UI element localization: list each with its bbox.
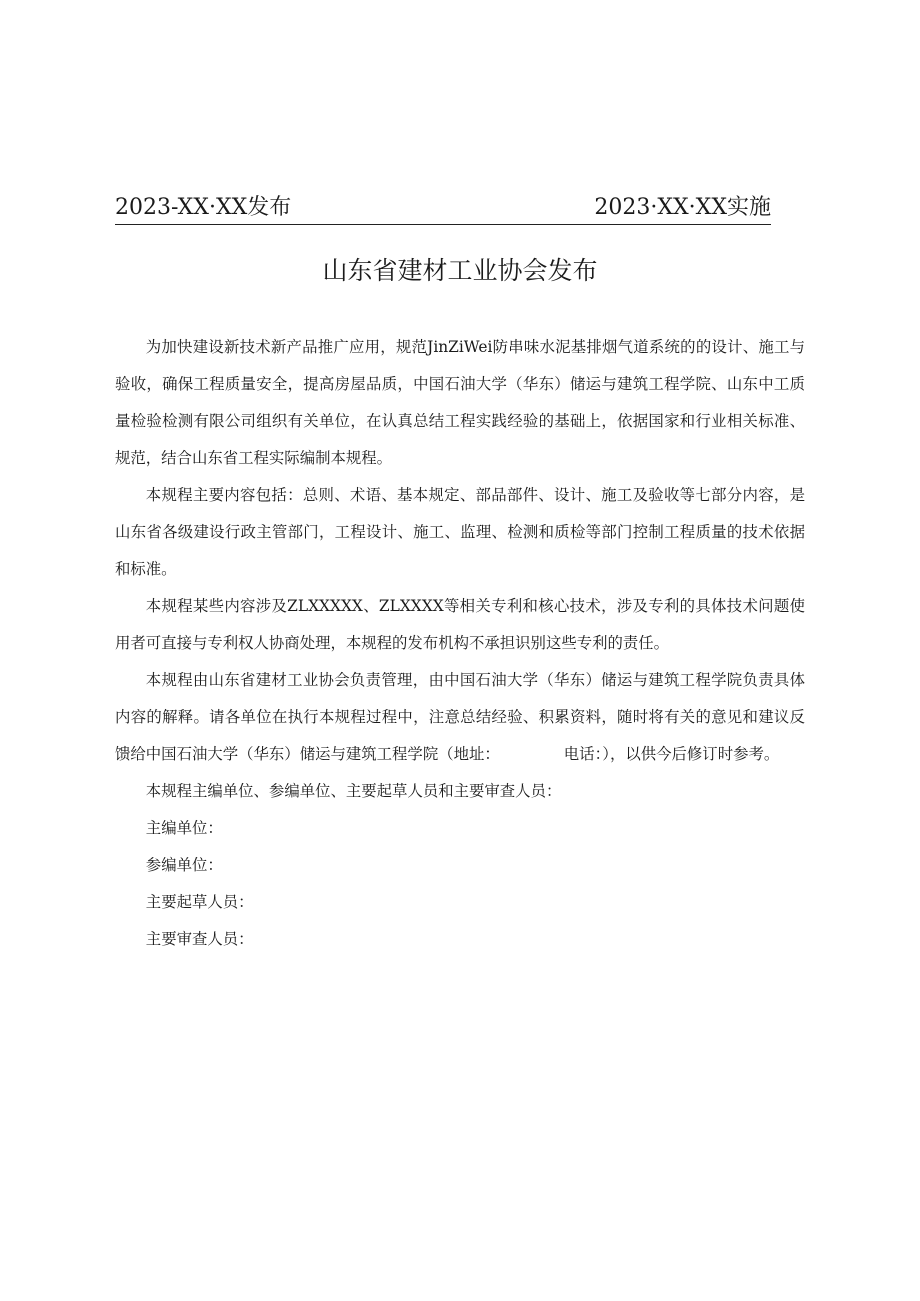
reviewers-label: 主要审查人员：: [145, 930, 254, 948]
chief-editor-label: 主编单位：: [145, 819, 223, 837]
date-row: [115, 192, 771, 225]
drafters-label: 主要起草人员：: [145, 893, 254, 911]
foreword-body: [115, 329, 805, 958]
foreword-paragraph-management: [115, 662, 805, 773]
phone-label: 电话：），: [563, 745, 626, 763]
management-text: 本规程由山东省建材工业协会负责管理，由中国石油大学（华东）储运与建筑工程学院负责具体内容的解释。请各单位在执行本规程过程中，注意总结经验、积累资料，随时将有关的意见和建议反馈给中国石油大学（华东）储运与建筑工程学院（地址：: [115, 671, 805, 763]
publish-date: 2023-XX·XX发布: [115, 195, 292, 220]
publisher-title: 山东省建材工业协会发布: [322, 256, 598, 285]
co-editor-label: 参编单位：: [145, 856, 223, 874]
foreword-paragraph-contents: 本规程主要内容包括：总则、术语、基本规定、部品部件、设计、施工及验收等七部分内容，是山东省各级建设行政主管部门，工程设计、施工、监理、检测和质检等部门控制工程质量的技术依据和标准。: [115, 486, 805, 578]
contributors-intro: 本规程主编单位、参编单位、主要起草人员和主要审查人员：: [145, 782, 562, 800]
foreword-paragraph-purpose: 为加快建设新技术新产品推广应用，规范JinZiWei防串味水泥基排烟气道系统的的设计、施工与验收，确保工程质量安全，提高房屋品质，中国石油大学（华东）储运与建筑工程学院、山东中工质量检验检测有限公司组织有关单位，在认真总结工程实践经验的基础上，依据国家和行业相关标准、规范，结合山东省工程实际编制本规程。: [115, 338, 805, 467]
foreword-paragraph-patents: 本规程某些内容涉及ZLXXXXX、ZLXXXX等相关专利和核心技术，涉及专利的具体技术问题使用者可直接与专利权人协商处理，本规程的发布机构不承担识别这些专利的责任。: [115, 597, 805, 652]
implement-date: 2023·XX·XX实施: [594, 195, 771, 220]
revision-note: 以供今后修订时参考。: [625, 745, 780, 763]
